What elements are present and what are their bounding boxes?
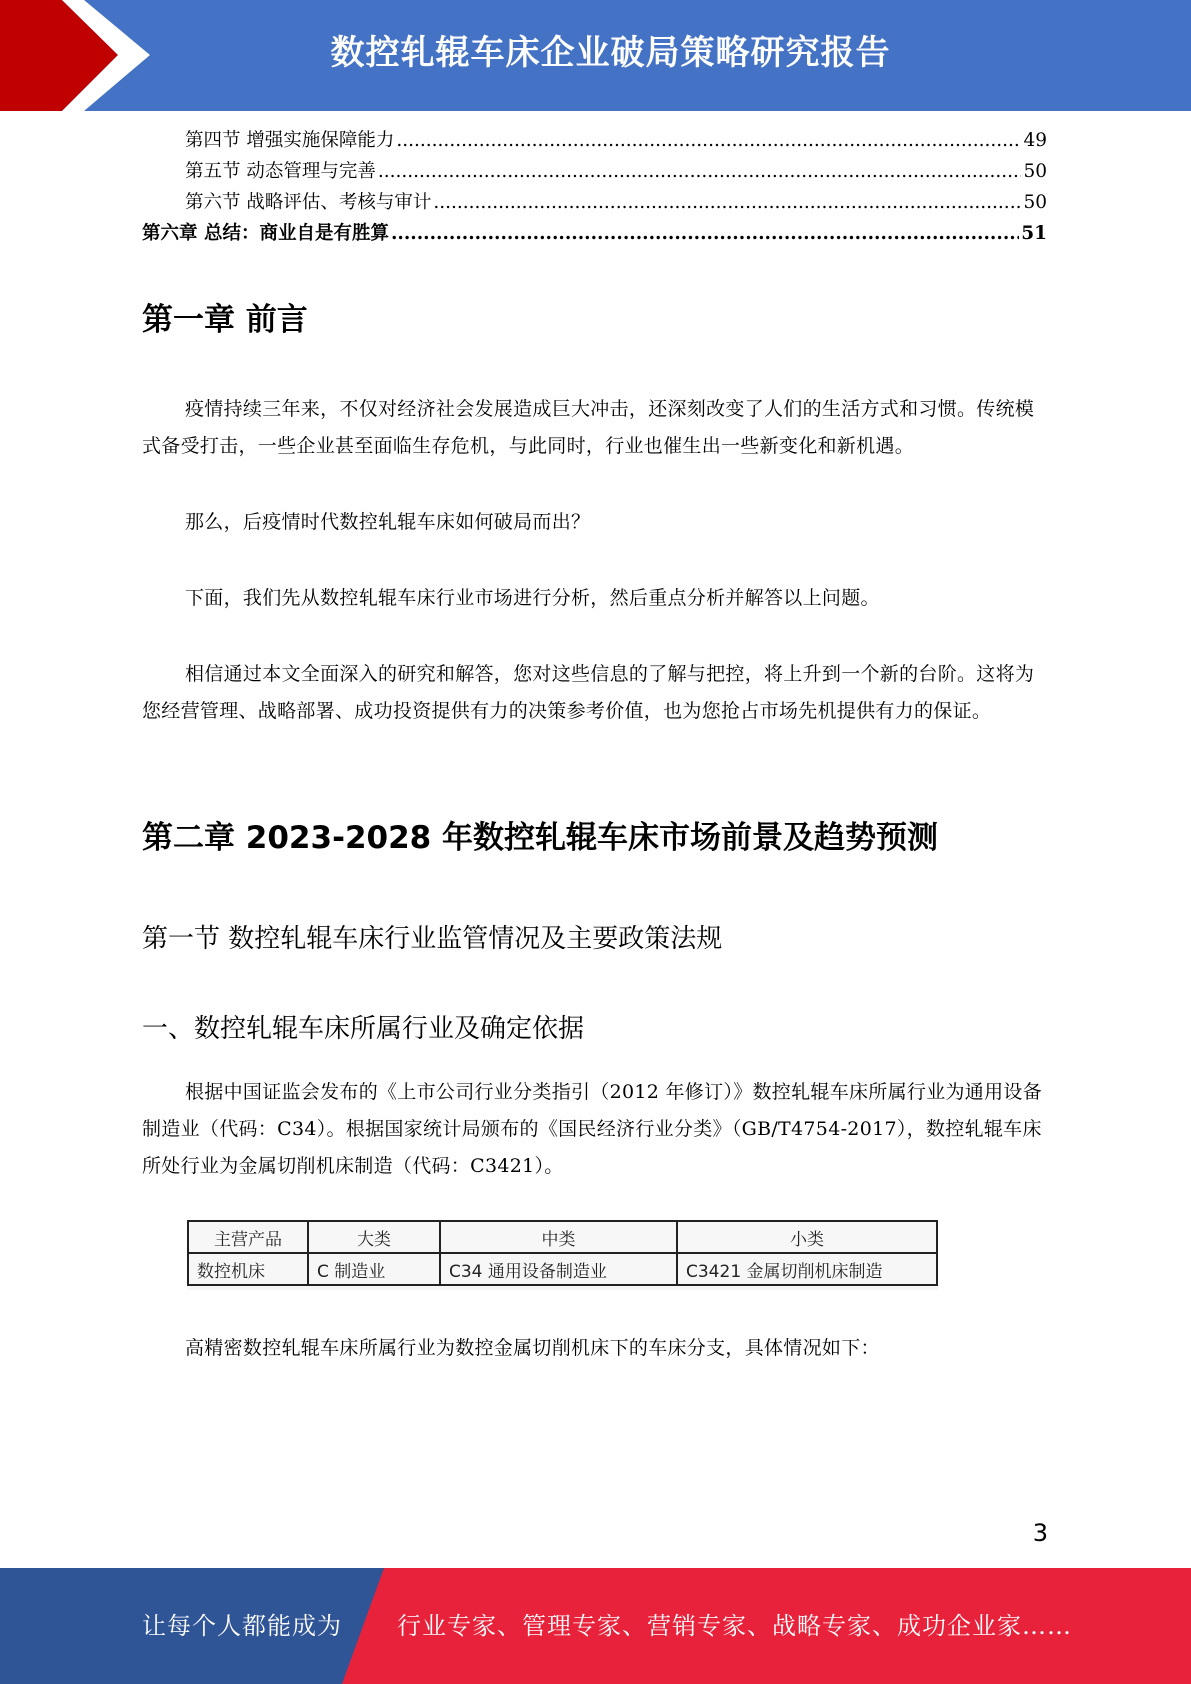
- toc-leader-dots: [391, 223, 1019, 244]
- toc-entry-page: 49: [1023, 130, 1047, 151]
- footer-slogan-left: 让每个人都能成为: [142, 1612, 342, 1640]
- header-banner: [0, 0, 1191, 111]
- toc-entry[interactable]: [142, 157, 1047, 188]
- toc-entry[interactable]: [142, 188, 1047, 219]
- toc-entry-page: 50: [1023, 161, 1047, 182]
- document-title: 数控轧辊车床企业破局策略研究报告: [330, 33, 891, 73]
- table-of-contents: [142, 126, 1047, 250]
- table-header-row: [188, 1221, 937, 1253]
- toc-leader-dots: [433, 192, 1021, 213]
- toc-leader-dots: [378, 161, 1022, 182]
- table-header-cell: 中类: [440, 1221, 677, 1253]
- section-heading: 第一节 数控轧辊车床行业监管情况及主要政策法规: [142, 924, 723, 954]
- subsection-heading: 一、数控轧辊车床所属行业及确定依据: [142, 1014, 585, 1044]
- table-cell: 数控机床: [188, 1253, 308, 1285]
- table-header-cell: 大类: [308, 1221, 440, 1253]
- table-header-cell: 主营产品: [188, 1221, 308, 1253]
- table-header-cell: 小类: [677, 1221, 937, 1253]
- industry-classification-table: [187, 1220, 938, 1290]
- toc-entry-label: 第六章 总结：商业自是有胜算: [142, 223, 389, 244]
- paragraph: 疫情持续三年来，不仅对经济社会发展造成巨大冲击，还深刻改变了人们的生活方式和习惯。传统模式备受打击，一些企业甚至面临生存危机，与此同时，行业也催生出一些新变化和新机遇。: [142, 398, 1035, 457]
- toc-entry[interactable]: [142, 126, 1047, 157]
- toc-entry-chapter[interactable]: [142, 219, 1047, 250]
- paragraph: 下面，我们先从数控轧辊车床行业市场进行分析，然后重点分析并解答以上问题。: [185, 587, 880, 609]
- footer-slogan-right: 行业专家、管理专家、营销专家、战略专家、成功企业家……: [397, 1612, 1072, 1640]
- toc-leader-dots: [396, 130, 1021, 151]
- paragraph: 那么，后疫情时代数控轧辊车床如何破局而出？: [185, 511, 591, 533]
- toc-entry-label: 第五节 动态管理与完善: [185, 161, 376, 182]
- paragraph: 根据中国证监会发布的《上市公司行业分类指引（2012 年修订）》数控轧辊车床所属行业为通用设备制造业（代码：C34）。根据国家统计局颁布的《国民经济行业分类》（GB/T4754-2017），数控轧辊车床所处行业为金属切削机床制造（代码：C3421）。: [142, 1081, 1042, 1177]
- table-row: [188, 1253, 937, 1285]
- chapter-1-heading: 第一章 前言: [142, 302, 308, 338]
- table-cell: C34 通用设备制造业: [440, 1253, 677, 1285]
- toc-entry-page: 50: [1023, 192, 1047, 213]
- paragraph: 高精密数控轧辊车床所属行业为数控金属切削机床下的车床分支，具体情况如下：: [185, 1337, 880, 1359]
- toc-entry-label: 第六节 战略评估、考核与审计: [185, 192, 432, 213]
- footer-banner: [0, 1568, 1191, 1684]
- table-cell: C3421 金属切削机床制造: [677, 1253, 937, 1285]
- page-number: 3: [1032, 1519, 1048, 1547]
- chapter-2-heading: 第二章 2023-2028 年数控轧辊车床市场前景及趋势预测: [142, 820, 939, 856]
- toc-entry-label: 第四节 增强实施保障能力: [185, 130, 395, 151]
- table-cell: C 制造业: [308, 1253, 440, 1285]
- paragraph: 相信通过本文全面深入的研究和解答，您对这些信息的了解与把控，将上升到一个新的台阶。这将为您经营管理、战略部署、成功投资提供有力的决策参考价值，也为您抢占市场先机提供有力的保证。: [142, 663, 1035, 722]
- toc-entry-page: 51: [1021, 223, 1047, 244]
